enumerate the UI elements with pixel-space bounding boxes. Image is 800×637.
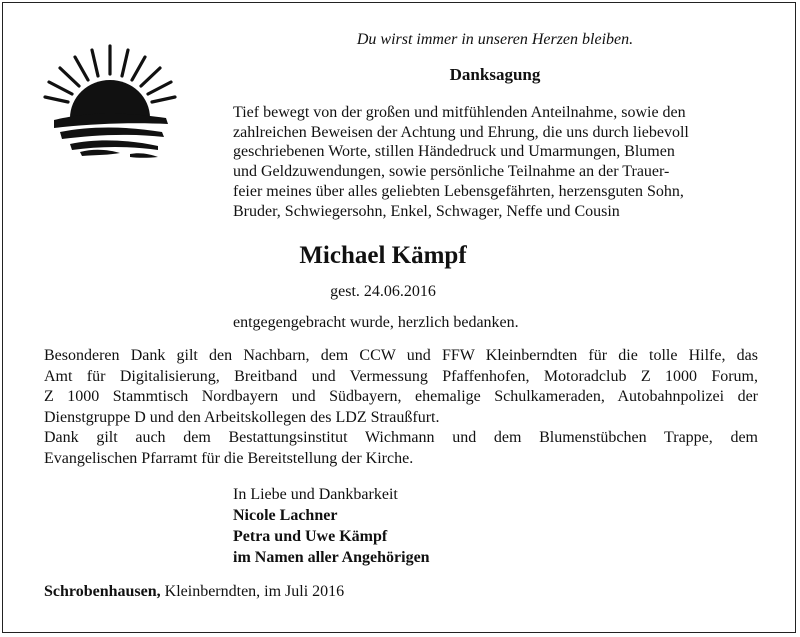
- intro-line: feier meines über alles geliebten Lebensgefährten, herzensguten Sohn,: [233, 182, 684, 200]
- closing-line: entgegengebracht wurde, herzlich bedanken.: [233, 314, 519, 331]
- thanks-text: [44, 346, 758, 469]
- thanks-line: Amt für Digitalisierung, Breitband und Vermessung Pfaffenhofen, Motoradclub Z 1000 Forum,: [44, 367, 758, 385]
- intro-line: Tief bewegt von der großen und mitfühlenden Anteilnahme, sowie den: [233, 104, 686, 121]
- intro-line: geschriebenen Worte, stillen Händedruck und Umarmungen, Blumen: [233, 143, 675, 161]
- thanks-line: Evangelischen Pfarramt für die Bereitstellung der Kirche.: [44, 449, 414, 467]
- death-date: gest. 24.06.2016: [330, 283, 436, 300]
- signoff-name: Nicole Lachner: [233, 507, 338, 524]
- signoff-intro: In Liebe und Dankbarkeit: [233, 486, 398, 503]
- motto: Du wirst immer in unseren Herzen bleiben.: [356, 31, 634, 48]
- intro-line: und Geldzuwendungen, sowie persönliche Teilnahme an der Trauer-: [233, 163, 670, 181]
- thanks-line: Dienstgruppe D und den Arbeitskollegen des LDZ Straußfurt.: [44, 408, 440, 426]
- thanks-line: Dank gilt auch dem Bestattungsinstitut Wichmann und dem Blumenstübchen Trappe, dem: [44, 429, 758, 446]
- place-date: [44, 582, 344, 602]
- signoff-name: Petra und Uwe Kämpf: [233, 528, 388, 545]
- heading: Danksagung: [449, 65, 541, 84]
- thanks-line: Besonderen Dank gilt den Nachbarn, dem CCW und FFW Kleinberndten für die tolle Hilfe, das: [44, 347, 758, 364]
- intro-line: zahlreichen Beweisen der Achtung und Ehrung, die uns durch liebevoll: [233, 123, 689, 141]
- signoff: [233, 484, 430, 568]
- signoff-name: im Namen aller Angehörigen: [233, 549, 430, 566]
- intro-line: Bruder, Schwiegersohn, Enkel, Schwager, Neffe und Cousin: [233, 202, 620, 220]
- thanks-line: Z 1000 Stammtisch Nordbayern und Südbayern, ehemalige Schulkameraden, Autobahnpolizei der: [44, 388, 758, 405]
- intro-text: [233, 103, 768, 221]
- deceased-name: Michael Kämpf: [299, 242, 467, 269]
- place-rest: Kleinberndten, im Juli 2016: [160, 583, 345, 600]
- place-town: Schrobenhausen,: [44, 583, 161, 600]
- rising-sun-icon: [40, 40, 180, 165]
